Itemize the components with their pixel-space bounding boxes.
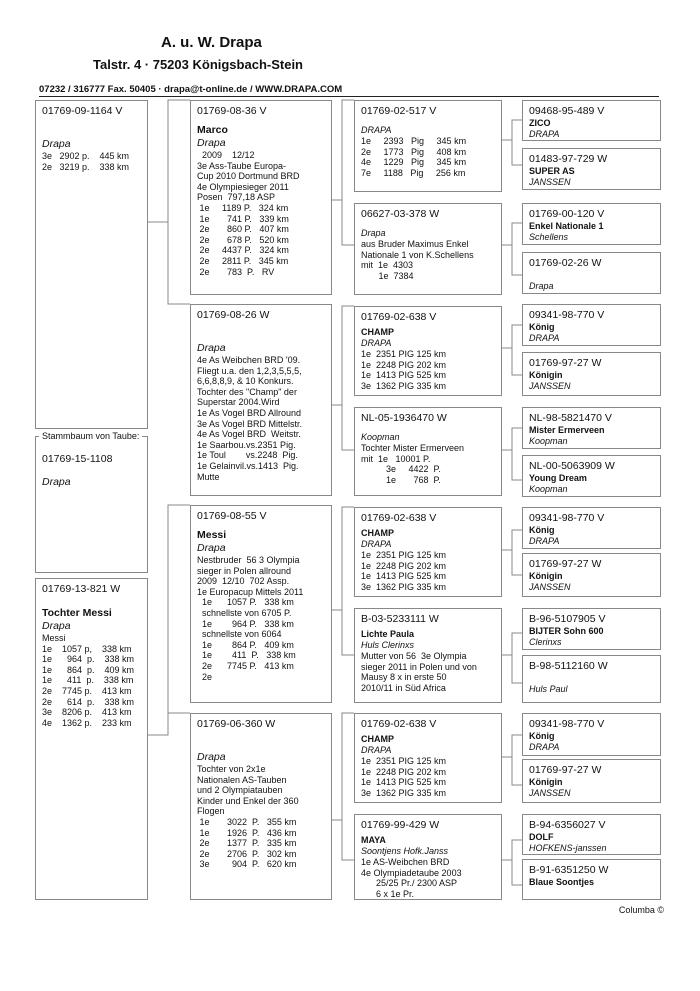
pigeon-name: Königin xyxy=(529,571,563,581)
pedigree-legend: Stammbaum von Taube: xyxy=(39,430,142,442)
strain-label: Drapa xyxy=(361,228,386,238)
ancestor-card[interactable] xyxy=(522,759,661,803)
performance-text: 1e 2351 PIG 125 km 1e 2248 PIG 202 km 1e 1413 PIG 525 km 3e 1362 PIG 335 km xyxy=(361,550,447,592)
ring-number: 01769-02-26 W xyxy=(529,257,602,269)
strain-label: JANSSEN xyxy=(529,788,571,798)
performance-text: Tochter Mister Ermerveen mit 1e 10001 P. 3e 4422 P. 1e 768 P. xyxy=(361,443,465,485)
grandparent-card[interactable] xyxy=(190,100,332,295)
ring-number: 01769-00-120 V xyxy=(529,208,605,220)
ring-number: 09341-98-770 V xyxy=(529,309,605,321)
ring-number: 01483-97-729 W xyxy=(529,153,608,165)
pigeon-name: Blaue Soontjes xyxy=(529,877,595,887)
ancestor-card[interactable] xyxy=(522,553,661,597)
strain-label: Soontjens Hofk.Janss xyxy=(361,846,449,856)
ring-number: 01769-02-517 V xyxy=(361,105,437,117)
grandparent-card[interactable] xyxy=(190,505,332,703)
pigeon-name: DOLF xyxy=(529,832,554,842)
pigeon-name: Young Dream xyxy=(529,473,587,483)
address: Talstr. 4 · 75203 Königsbach-Stein xyxy=(93,57,303,72)
ring-number: 01769-15-1108 xyxy=(42,453,113,465)
ancestor-card[interactable] xyxy=(522,859,661,900)
ring-number: 09468-95-489 V xyxy=(529,105,605,117)
strain-label: DRAPA xyxy=(529,333,560,343)
great-grandparent-card[interactable] xyxy=(354,608,502,703)
strain-label: DRAPA xyxy=(361,338,392,348)
ring-number: 01769-08-36 V xyxy=(197,105,267,117)
pigeon-name: Mister Ermerveen xyxy=(529,425,605,435)
pigeon-name xyxy=(529,673,654,684)
ring-number: B-03-5233111 W xyxy=(361,613,439,625)
ancestor-card[interactable] xyxy=(522,655,661,703)
strain-label: Koopman xyxy=(529,436,568,446)
father-card[interactable] xyxy=(35,100,148,429)
strain-label: JANSSEN xyxy=(529,582,571,592)
strain-label: DRAPA xyxy=(361,745,392,755)
ring-number: 01769-06-360 W xyxy=(197,718,276,730)
strain-label: DRAPA xyxy=(361,539,392,549)
great-grandparent-card[interactable] xyxy=(354,507,502,597)
pigeon-name: ZICO xyxy=(529,118,551,128)
ring-number: 01769-02-638 V xyxy=(361,512,437,524)
great-grandparent-card[interactable] xyxy=(354,814,502,900)
strain-label: Drapa xyxy=(197,137,226,149)
ancestor-card[interactable] xyxy=(522,407,661,449)
strain-label: JANSSEN xyxy=(529,381,571,391)
pigeon-name: König xyxy=(529,731,555,741)
ring-number: B-98-5112160 W xyxy=(529,660,608,672)
pigeon-name: Königin xyxy=(529,777,563,787)
strain-label: Drapa xyxy=(529,281,554,291)
ring-number: NL-00-5063909 W xyxy=(529,460,615,472)
ring-number: B-91-6351250 W xyxy=(529,864,609,876)
contact-line: 07232 / 316777 Fax. 50405 · drapa@t-online.de / WWW.DRAPA.COM xyxy=(39,84,343,95)
performance-text: 2009 12/12 3e Ass-Taube Europa- Cup 2010 Dortmund BRD 4e Olympiesieger 2011 Posen 797,18 ASP 1e 1189 P. 324 km 1e 741 P. 339 km 2e 860 P. 407 km 2e 678 P. 520 km 2e 4437 P. 324 km 2e 2811 P. 345 km 2e 783 P. RV xyxy=(197,150,300,277)
pigeon-name: MAYA xyxy=(361,835,386,845)
pigeon-name: CHAMP xyxy=(361,528,394,538)
performance-text: Mutter von 56 3e Olympia sieger 2011 in Polen und von Mausy 8 x in erste 50 2010/11 in Süd Africa xyxy=(361,651,477,693)
ring-number: 01769-08-26 W xyxy=(197,309,270,321)
ancestor-card[interactable] xyxy=(522,455,661,497)
strain-label: Drapa xyxy=(42,138,71,150)
great-grandparent-card[interactable] xyxy=(354,203,502,295)
ring-number: 01769-97-27 W xyxy=(529,357,602,369)
ring-number: 01769-97-27 W xyxy=(529,764,602,776)
ring-number: 09341-98-770 V xyxy=(529,512,605,524)
strain-label: Drapa xyxy=(197,542,226,554)
pigeon-name: Marco xyxy=(197,124,228,136)
ring-number: 06627-03-378 W xyxy=(361,208,440,220)
ancestor-card[interactable] xyxy=(522,304,661,346)
performance-text: Tochter von 2x1e Nationalen AS-Tauben und 2 Olympiatauben Kinder und Enkel der 360 Flogen 1e 3022 P. 355 km 1e 1926 P. 436 km 2e 1377 P. 335 km 2e 2706 P. 302 km 3e 904 P. 620 km xyxy=(197,764,299,870)
pigeon-name: Lichte Paula xyxy=(361,629,415,639)
ring-number: 01769-13-821 W xyxy=(42,583,121,595)
mother-card[interactable] xyxy=(35,578,148,900)
ring-number: 01769-02-638 V xyxy=(361,311,437,323)
strain-label: Huls Paul xyxy=(529,684,568,694)
great-grandparent-card[interactable] xyxy=(354,407,502,496)
strain-label: Drapa xyxy=(197,751,226,763)
ring-number: 01769-09-1164 V xyxy=(42,105,123,117)
performance-text: 3e 2902 p. 445 km 2e 3219 p. 338 km xyxy=(42,151,130,172)
performance-text: 1e 2393 Pig 345 km 2e 1773 Pig 408 km 4e 1229 Pig 345 km 7e 1188 Pig 256 km xyxy=(361,136,467,178)
strain-label: Clerinxs xyxy=(529,637,562,647)
strain-label: Koopman xyxy=(529,484,568,494)
ancestor-card[interactable] xyxy=(522,100,661,141)
strain-label: JANSSEN xyxy=(529,177,571,187)
ancestor-card[interactable] xyxy=(522,814,661,855)
ring-number: 01769-02-638 V xyxy=(361,718,437,730)
strain-label: Drapa xyxy=(42,620,71,632)
strain-label: DRAPA xyxy=(529,742,560,752)
pigeon-name xyxy=(529,270,654,281)
performance-text: 4e As Weibchen BRD '09. Fliegt u.a. den 1,2,3,5,5,5, 6,6,8,8,9, & 10 Konkurs. Tochter des "Champ" der Superstar 2004.Wird 1e As Vogel BRD Allround 3e As Vogel BRD Mittelstr. 4e As Vogel BRD Weitstr. 1e Saarbou.vs.2351 Pig. 1e Toul vs.2248 Pig. 1e Gelainvil.vs.1413 Pig. Mutte xyxy=(197,355,303,482)
ring-number: B-96-5107905 V xyxy=(529,613,606,625)
ring-number: 01769-08-55 V xyxy=(197,510,267,522)
ancestor-card[interactable] xyxy=(522,252,661,294)
page-title: A. u. W. Drapa xyxy=(161,34,262,51)
ancestor-card[interactable] xyxy=(522,608,661,650)
ancestor-card[interactable] xyxy=(522,713,661,756)
pigeon-name: CHAMP xyxy=(361,734,394,744)
ancestor-card[interactable] xyxy=(522,507,661,549)
strain-label: Drapa xyxy=(42,476,71,488)
strain-label: DRAPA xyxy=(361,125,392,135)
strain-label: Huls Clerinxs xyxy=(361,640,415,650)
software-credit: Columba © xyxy=(618,905,664,915)
performance-text: Messi 1e 1057 p, 338 km 1e 964 p. 338 km 1e 864 p. 409 km 1e 411 p. 338 km 2e 7745 p. 413 km 2e 614 p. 338 km 3e 8206 p. 413 km 4e 1362 p. 233 km xyxy=(42,633,135,728)
strain-label: Koopman xyxy=(361,432,400,442)
pigeon-name: Enkel Nationale 1 xyxy=(529,221,604,231)
pigeon-name: CHAMP xyxy=(361,327,394,337)
ring-number: 01769-99-429 W xyxy=(361,819,440,831)
great-grandparent-card[interactable] xyxy=(354,100,502,192)
pigeon-name: Messi xyxy=(197,529,227,541)
strain-label: HOFKENS-janssen xyxy=(529,843,607,853)
pigeon-name: Königin xyxy=(529,370,563,380)
pigeon-name: König xyxy=(529,322,555,332)
ring-number: 01769-97-27 W xyxy=(529,558,602,570)
great-grandparent-card[interactable] xyxy=(354,713,502,803)
strain-label: Schellens xyxy=(529,232,569,242)
pigeon-name: Tochter Messi xyxy=(42,607,112,619)
ancestor-card[interactable] xyxy=(522,203,661,245)
performance-text: Nestbruder 56 3 Olympia sieger in Polen allround 2009 12/10 702 Assp. 1e Europacup Mittels 2011 1e 1057 P. 338 km schnellste von 6705 P. 1e 964 P. 338 km schnellste von 6064 1e 864 P. 409 km 1e 411 P. 338 km 2e 7745 P. 413 km 2e xyxy=(197,555,304,682)
grandparent-card[interactable] xyxy=(190,713,332,900)
performance-text: 1e AS-Weibchen BRD 4e Olympiadetaube 2003 25/25 Pr./ 2300 ASP 6 x 1e Pr. xyxy=(361,857,462,899)
great-grandparent-card[interactable] xyxy=(354,306,502,396)
pigeon-name: König xyxy=(529,525,555,535)
performance-text: aus Bruder Maximus Enkel Nationale 1 von K.Schellens mit 1e 4303 1e 7384 xyxy=(361,239,474,281)
strain-label: DRAPA xyxy=(529,536,560,546)
ring-number: B-94-6356027 V xyxy=(529,819,606,831)
ring-number: NL-98-5821470 V xyxy=(529,412,612,424)
pigeon-name: SUPER AS xyxy=(529,166,575,176)
strain-label: Drapa xyxy=(197,342,226,354)
ancestor-card[interactable] xyxy=(522,352,661,396)
performance-text: 1e 2351 PIG 125 km 1e 2248 PIG 202 km 1e 1413 PIG 525 km 3e 1362 PIG 335 km xyxy=(361,349,447,391)
grandparent-card[interactable] xyxy=(190,304,332,496)
subject-card[interactable] xyxy=(35,436,148,573)
ancestor-card[interactable] xyxy=(522,148,661,190)
ring-number: 09341-98-770 V xyxy=(529,718,605,730)
strain-label: DRAPA xyxy=(529,129,560,139)
ring-number: NL-05-1936470 W xyxy=(361,412,447,424)
performance-text: 1e 2351 PIG 125 km 1e 2248 PIG 202 km 1e 1413 PIG 525 km 3e 1362 PIG 335 km xyxy=(361,756,447,798)
pigeon-name: BIJTER Sohn 600 xyxy=(529,626,604,636)
